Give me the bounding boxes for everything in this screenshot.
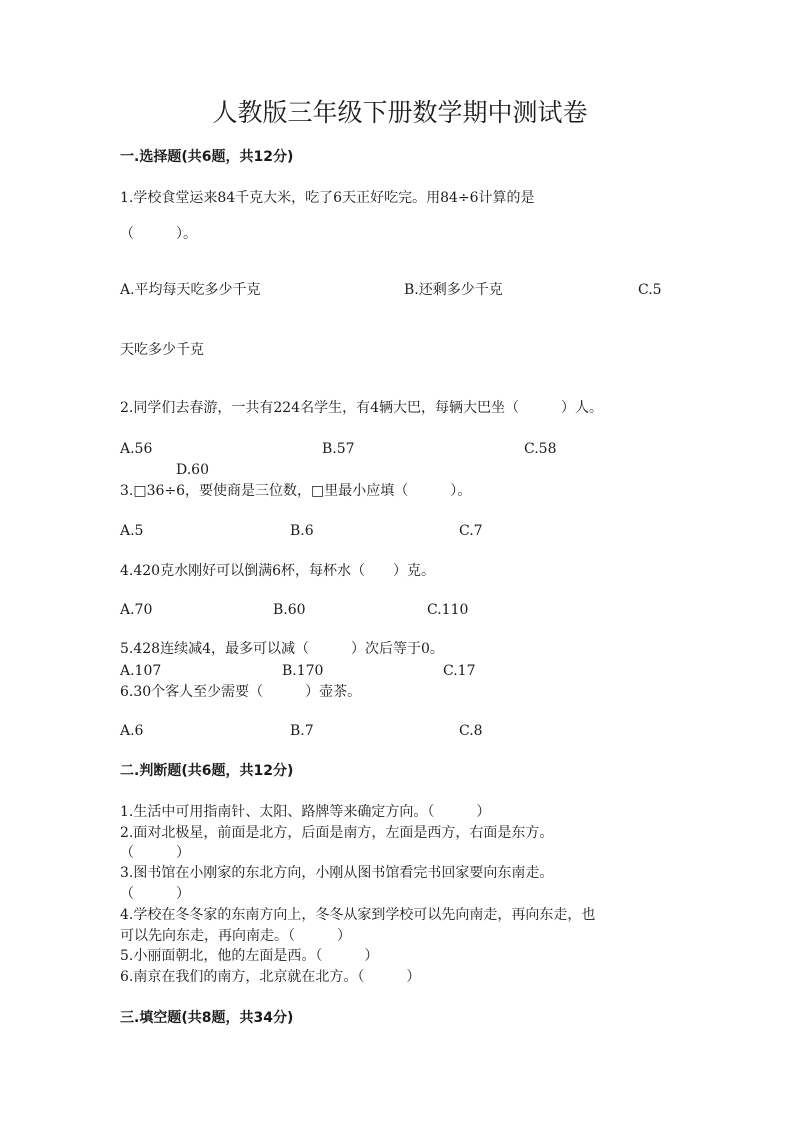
question-2-stem: 2.同学们去春游，一共有224名学生，有4辆大巴，每辆大巴坐（ ）人。 [120, 400, 603, 416]
judgment-3-line1: 3.图书馆在小刚家的东北方向，小刚从图书馆看完书回家要向东南走。 [120, 865, 554, 881]
judgment-4-line2: 可以先向东走，再向南走。（ ） [120, 928, 351, 944]
question-1-option-a: A.平均每天吃多少千克 [120, 282, 261, 298]
section-heading-choice: 一.选择题(共6题，共12分) [120, 149, 294, 165]
judgment-2-line1: 2.面对北极星，前面是北方，后面是南方，左面是西方，右面是东方。 [120, 825, 554, 841]
question-2-option-d: D.60 [176, 462, 209, 478]
question-2-option-c: C.58 [524, 441, 557, 457]
question-3-option-a: A.5 [120, 523, 144, 539]
judgment-3-line2: （ ） [120, 886, 190, 902]
question-6-option-b: B.7 [290, 723, 314, 739]
question-6-option-c: C.8 [459, 723, 483, 739]
page-title: 人教版三年级下册数学期中测试卷 [212, 98, 588, 127]
question-1-option-b: B.还剩多少千克 [404, 282, 503, 298]
judgment-6-line1: 6.南京在我们的南方，北京就在北方。（ ） [120, 969, 421, 985]
question-1-option-c-wrap: 天吃多少千克 [120, 342, 204, 358]
question-5-option-c: C.17 [443, 663, 476, 679]
question-1-stem-line1: 1.学校食堂运来84千克大米，吃了6天正好吃完。用84÷6计算的是 [120, 190, 535, 206]
question-6-stem: 6.30个客人至少需要（ ）壶茶。 [120, 684, 362, 700]
question-5-option-b: B.170 [282, 663, 324, 679]
question-4-stem: 4.420克水刚好可以倒满6杯，每杯水（ ）克。 [120, 563, 435, 579]
question-4-option-b: B.60 [273, 602, 306, 618]
question-3-option-b: B.6 [290, 523, 314, 539]
judgment-1-line1: 1.生活中可用指南针、太阳、路牌等来确定方向。（ ） [120, 804, 491, 820]
question-5-stem: 5.428连续减4，最多可以减（ ）次后等于0。 [120, 641, 444, 657]
section-heading-fill-blank: 三.填空题(共8题，共34分) [120, 1010, 294, 1026]
question-4-option-c: C.110 [427, 602, 469, 618]
question-5-option-a: A.107 [120, 663, 162, 679]
question-3-option-c: C.7 [459, 523, 483, 539]
question-4-option-a: A.70 [120, 602, 153, 618]
judgment-4-line1: 4.学校在冬冬家的东南方向上，冬冬从家到学校可以先向南走，再向东走，也 [120, 907, 596, 923]
question-3-stem: 3.□36÷6，要使商是三位数，□里最小应填（ ）。 [120, 483, 472, 499]
question-1-stem-line2: （ ）。 [120, 226, 197, 242]
question-2-option-a: A.56 [120, 441, 153, 457]
question-6-option-a: A.6 [120, 723, 144, 739]
question-1-option-c: C.5 [638, 282, 662, 298]
section-heading-judgment: 二.判断题(共6题，共12分) [120, 763, 294, 779]
judgment-5-line1: 5.小丽面朝北，他的左面是西。（ ） [120, 948, 379, 964]
judgment-2-line2: （ ） [120, 845, 190, 861]
question-2-option-b: B.57 [322, 441, 355, 457]
